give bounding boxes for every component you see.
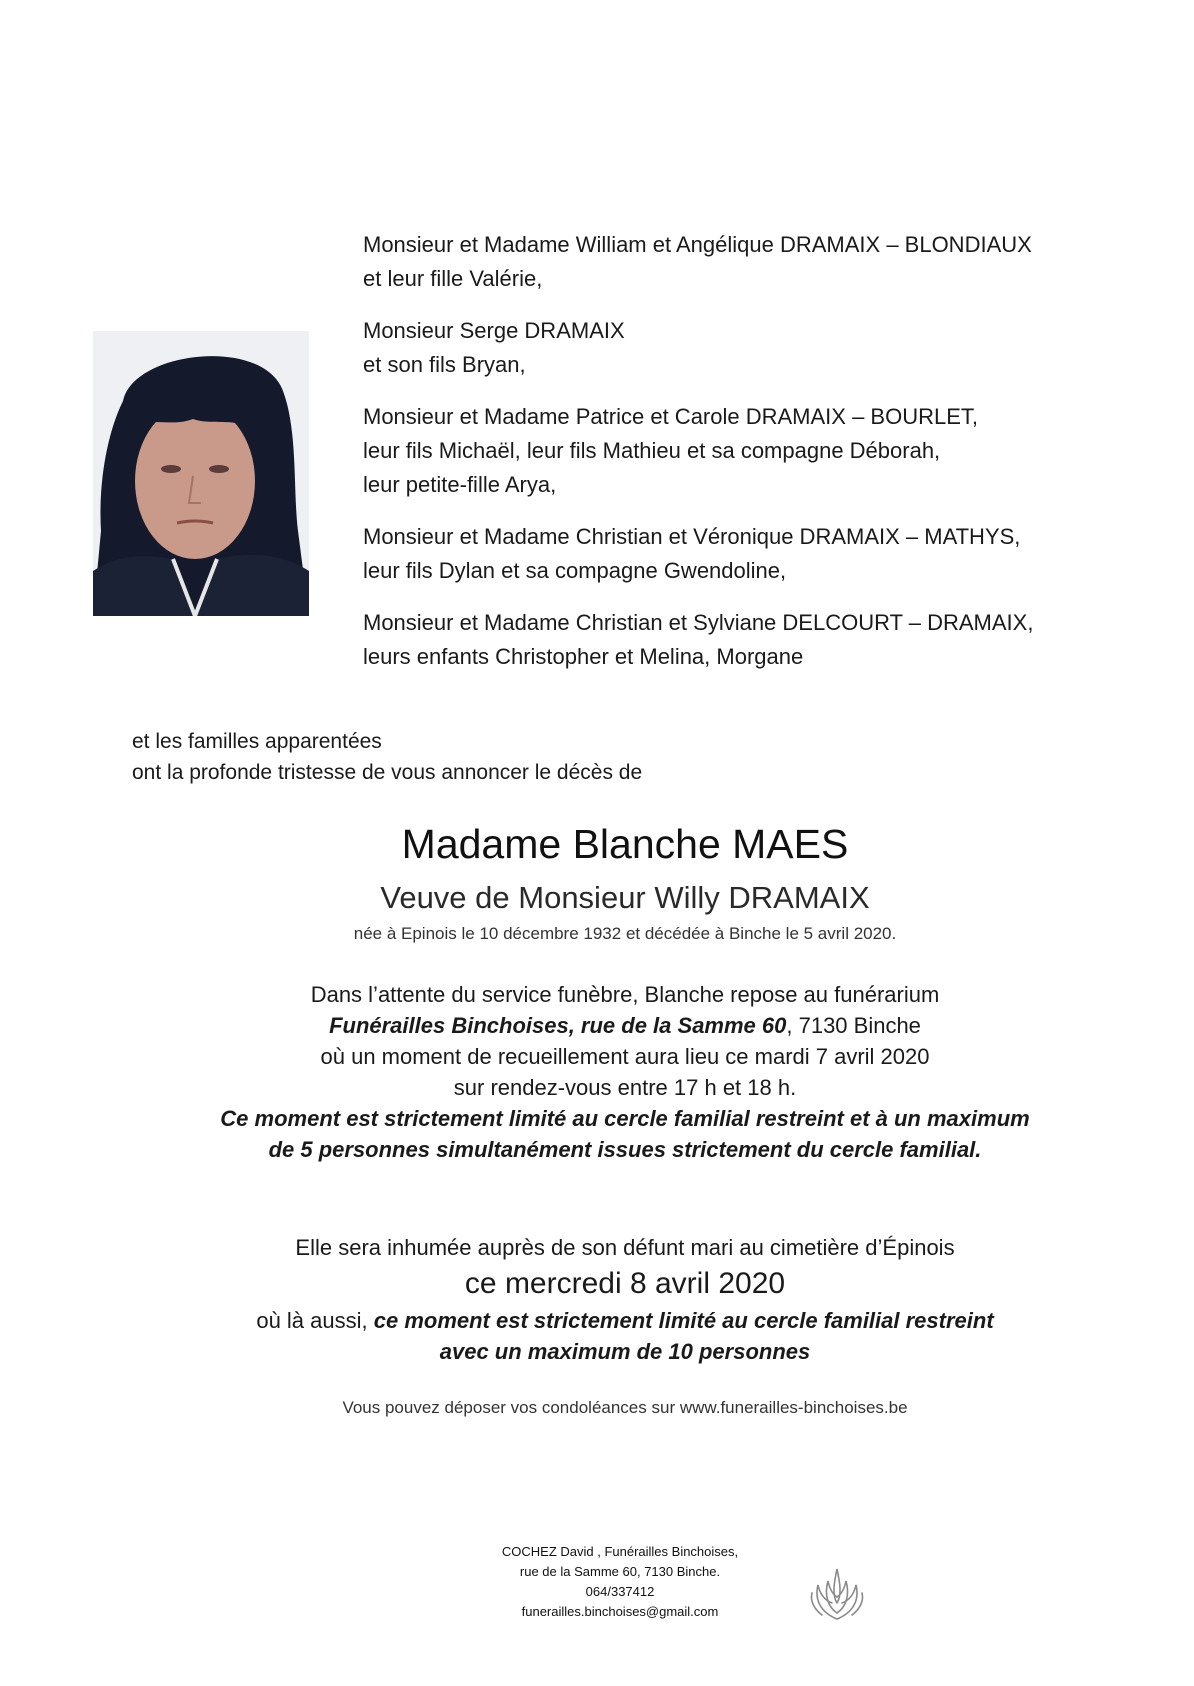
director-name: COCHEZ David , Funérailles Binchoises,	[501, 1544, 739, 1559]
family-group	[363, 314, 1123, 382]
family-line: Monsieur et Madame Christian et Véronique DRAMAIX – MATHYS,	[363, 524, 1021, 549]
widow-line: Veuve de Monsieur Willy DRAMAIX	[380, 880, 870, 915]
intro-line: et les familles apparentées	[132, 730, 382, 753]
restriction-notice: Ce moment est strictement limité au cercle familial restreint et à un maximum	[220, 1106, 1030, 1131]
family-line: et son fils Bryan,	[363, 352, 526, 377]
deceased-name: Madame Blanche MAES	[401, 821, 849, 867]
burial-restriction-text: ce moment est strictement limité au cercle familial restreint	[373, 1308, 994, 1333]
burial-info	[0, 1232, 1194, 1367]
family-line: Monsieur et Madame Christian et Sylviane DELCOURT – DRAMAIX,	[363, 610, 1034, 635]
funeral-home-city: , 7130 Binche	[786, 1013, 921, 1038]
service-line: sur rendez-vous entre 17 h et 18 h.	[453, 1075, 797, 1100]
family-line: leur fils Dylan et sa compagne Gwendoline,	[363, 558, 787, 583]
portrait-photo	[93, 331, 309, 616]
family-group	[363, 228, 1123, 296]
family-line: et leur fille Valérie,	[363, 266, 543, 291]
flame-wings-logo-icon	[804, 1563, 870, 1623]
family-line: Monsieur et Madame William et Angélique DRAMAIX – BLONDIAUX	[363, 232, 1032, 257]
portrait-illustration	[93, 331, 309, 616]
burial-date: ce mercredi 8 avril 2020	[464, 1267, 786, 1300]
family-list	[363, 228, 1123, 692]
funeral-director-contact	[440, 1542, 800, 1622]
service-line: où un moment de recueillement aura lieu ce mardi 7 avril 2020	[320, 1044, 930, 1069]
family-line: leur fils Michaël, leur fils Mathieu et sa compagne Déborah,	[363, 438, 941, 463]
burial-restriction	[0, 1305, 1194, 1336]
funeral-home-address	[0, 1010, 1194, 1041]
intro-line: ont la profonde tristesse de vous annoncer le décès de	[132, 761, 643, 784]
family-group	[363, 606, 1123, 674]
family-line: leurs enfants Christopher et Melina, Morgane	[363, 644, 804, 669]
service-line: Dans l’attente du service funèbre, Blanche repose au funérarium	[310, 982, 940, 1007]
family-line: Monsieur et Madame Patrice et Carole DRAMAIX – BOURLET,	[363, 404, 979, 429]
family-line: Monsieur Serge DRAMAIX	[363, 318, 625, 343]
director-phone: 064/337412	[585, 1584, 655, 1599]
director-address: rue de la Samme 60, 7130 Binche.	[519, 1564, 721, 1579]
family-group	[363, 520, 1123, 588]
family-group	[363, 400, 1123, 502]
burial-restriction-text: avec un maximum de 10 personnes	[439, 1339, 811, 1364]
director-email: funerailles.binchoises@gmail.com	[521, 1604, 719, 1619]
announcement-intro	[132, 726, 642, 788]
restriction-notice: de 5 personnes simultanément issues strictement du cercle familial.	[268, 1137, 982, 1162]
birth-death-dates: née à Epinois le 10 décembre 1932 et décédée à Binche le 5 avril 2020.	[353, 924, 897, 943]
service-info	[0, 979, 1194, 1165]
funeral-home-name: Funérailles Binchoises, rue de la Samme 60	[329, 1013, 787, 1038]
burial-restriction-prefix: où là aussi,	[256, 1308, 374, 1333]
family-line: leur petite-fille Arya,	[363, 472, 557, 497]
burial-line: Elle sera inhumée auprès de son défunt mari au cimetière d’Épinois	[295, 1235, 955, 1260]
condolences-line: Vous pouvez déposer vos condoléances sur www.funerailles-binchoises.be	[342, 1398, 908, 1417]
